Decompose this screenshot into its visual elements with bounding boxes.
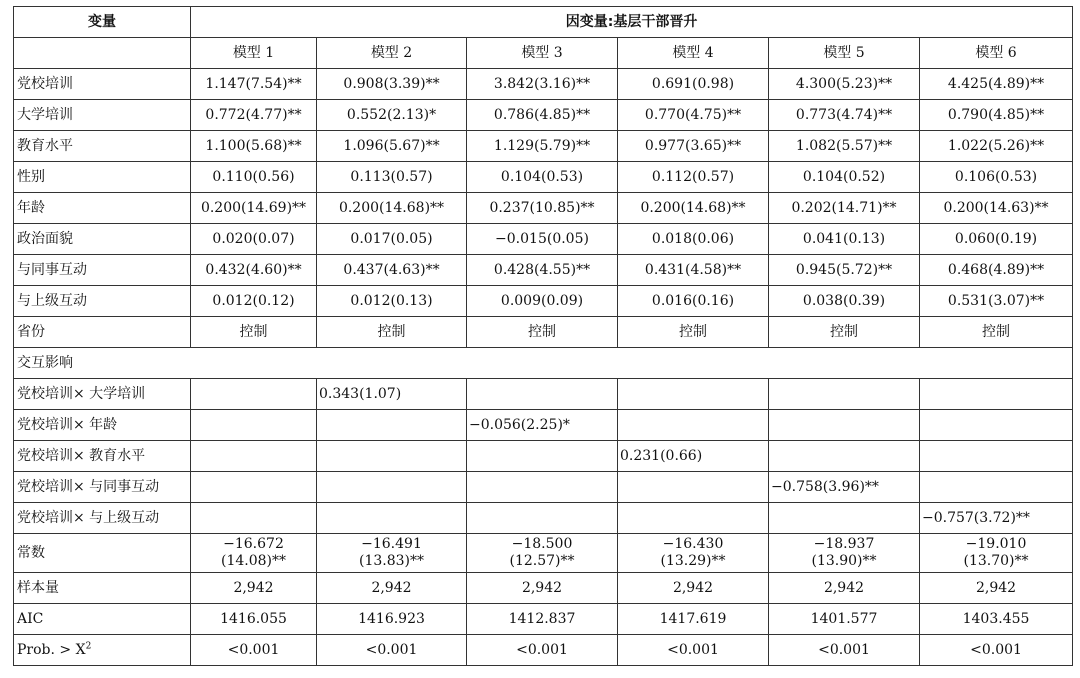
table-cell: 0.060(0.19) (920, 224, 1073, 255)
empty-cell (618, 472, 769, 503)
row-label: 教育水平 (14, 131, 191, 162)
row-label: 党校培训× 教育水平 (14, 441, 191, 472)
statistics-rows (14, 573, 1073, 635)
empty-cell (191, 379, 317, 410)
empty-cell (618, 503, 769, 534)
empty-cell (191, 441, 317, 472)
table-cell: 0.552(2.13)* (317, 100, 467, 131)
prob-row (14, 635, 1073, 666)
empty-cell (317, 503, 467, 534)
table-cell: 4.425(4.89)** (920, 69, 1073, 100)
empty-cell (769, 379, 920, 410)
table-cell: 0.908(3.39)** (317, 69, 467, 100)
table-cell: 控制 (618, 317, 769, 348)
table-cell: 1.096(5.67)** (317, 131, 467, 162)
table-cell: 0.231(0.66) (618, 441, 769, 472)
empty-cell (317, 472, 467, 503)
table-cell: −0.015(0.05) (467, 224, 618, 255)
table-cell: 0.772(4.77)** (191, 100, 317, 131)
dependent-variable-header: 因变量:基层干部晋升 (191, 7, 1073, 38)
row-label: 党校培训× 与上级互动 (14, 503, 191, 534)
table-cell: −0.757(3.72)** (920, 503, 1073, 534)
table-row (14, 255, 1073, 286)
table-cell: <0.001 (317, 635, 467, 666)
interaction-rows (14, 379, 1073, 534)
table-cell: 0.016(0.16) (618, 286, 769, 317)
model-header: 模型 5 (769, 38, 920, 69)
table-cell: 0.237(10.85)** (467, 193, 618, 224)
row-label: 大学培训 (14, 100, 191, 131)
empty-cell (191, 472, 317, 503)
variable-header: 变量 (14, 7, 191, 38)
regression-table (13, 6, 1073, 666)
table-cell: 0.113(0.57) (317, 162, 467, 193)
table-cell: 2,942 (191, 573, 317, 604)
table-row (14, 573, 1073, 604)
constant-cell: −19.010 (13.70)** (920, 534, 1073, 573)
table-cell: 0.110(0.56) (191, 162, 317, 193)
table-row (14, 286, 1073, 317)
interaction-section-row (14, 348, 1073, 379)
row-label: 党校培训× 大学培训 (14, 379, 191, 410)
empty-cell (191, 503, 317, 534)
interaction-row (14, 441, 1073, 472)
table-row (14, 224, 1073, 255)
table-cell: 0.104(0.52) (769, 162, 920, 193)
table-cell: 控制 (769, 317, 920, 348)
model-header: 模型 1 (191, 38, 317, 69)
empty-cell (920, 441, 1073, 472)
table-row (14, 193, 1073, 224)
table-cell: 0.343(1.07) (317, 379, 467, 410)
table-cell: 1.147(7.54)** (191, 69, 317, 100)
row-label: AIC (14, 604, 191, 635)
table-cell: 0.977(3.65)** (618, 131, 769, 162)
table-cell: 0.012(0.13) (317, 286, 467, 317)
empty-cell (467, 503, 618, 534)
table-cell: 1.129(5.79)** (467, 131, 618, 162)
interaction-row (14, 503, 1073, 534)
empty-cell (317, 441, 467, 472)
table-cell: 1416.923 (317, 604, 467, 635)
table-cell: −0.056(2.25)* (467, 410, 618, 441)
empty-cell (191, 410, 317, 441)
table-cell: 1.082(5.57)** (769, 131, 920, 162)
table-cell: 3.842(3.16)** (467, 69, 618, 100)
table-cell: 0.012(0.12) (191, 286, 317, 317)
empty-cell (467, 441, 618, 472)
empty-cell (618, 379, 769, 410)
model-header-row (14, 38, 1073, 69)
empty-cell (769, 410, 920, 441)
constant-cell: −16.672 (14.08)** (191, 534, 317, 573)
table-cell: 1417.619 (618, 604, 769, 635)
table-cell: 0.945(5.72)** (769, 255, 920, 286)
row-label: 政治面貌 (14, 224, 191, 255)
table-cell: 0.041(0.13) (769, 224, 920, 255)
table-cell: 0.200(14.68)** (317, 193, 467, 224)
row-label: 党校培训× 与同事互动 (14, 472, 191, 503)
interaction-row (14, 379, 1073, 410)
coefficient-rows (14, 69, 1073, 348)
empty-cell (317, 410, 467, 441)
table-cell: 0.200(14.68)** (618, 193, 769, 224)
table-cell: 控制 (191, 317, 317, 348)
table-cell: 1412.837 (467, 604, 618, 635)
constant-cell: −16.491 (13.83)** (317, 534, 467, 573)
model-header: 模型 6 (920, 38, 1073, 69)
constant-cell: −18.500 (12.57)** (467, 534, 618, 573)
row-label: 年龄 (14, 193, 191, 224)
model-header: 模型 4 (618, 38, 769, 69)
empty-cell (920, 379, 1073, 410)
table-cell: 0.104(0.53) (467, 162, 618, 193)
row-label: 样本量 (14, 573, 191, 604)
table-cell: 2,942 (920, 573, 1073, 604)
table-cell: 0.020(0.07) (191, 224, 317, 255)
table-cell: 0.790(4.85)** (920, 100, 1073, 131)
table-row (14, 69, 1073, 100)
table-cell: 2,942 (317, 573, 467, 604)
table-cell: 0.009(0.09) (467, 286, 618, 317)
table-cell: 2,942 (618, 573, 769, 604)
table-cell: 1403.455 (920, 604, 1073, 635)
table-cell: <0.001 (920, 635, 1073, 666)
table-cell: 0.691(0.98) (618, 69, 769, 100)
row-label: 党校培训 (14, 69, 191, 100)
table-row (14, 317, 1073, 348)
table-cell: 控制 (317, 317, 467, 348)
empty-cell (920, 472, 1073, 503)
table-cell: 1416.055 (191, 604, 317, 635)
empty-cell (769, 503, 920, 534)
table-cell: 2,942 (467, 573, 618, 604)
table-cell: 控制 (920, 317, 1073, 348)
empty-cell (467, 472, 618, 503)
table-cell: 0.202(14.71)** (769, 193, 920, 224)
row-label: Prob. > $X^2$ (14, 635, 191, 666)
table-cell: 4.300(5.23)** (769, 69, 920, 100)
table-cell: 1.100(5.68)** (191, 131, 317, 162)
table-cell: 0.017(0.05) (317, 224, 467, 255)
table-row (14, 100, 1073, 131)
empty-cell (769, 441, 920, 472)
header-row (14, 7, 1073, 38)
table-cell: 0.106(0.53) (920, 162, 1073, 193)
constant-cell: −16.430 (13.29)** (618, 534, 769, 573)
table-cell: 0.770(4.75)** (618, 100, 769, 131)
table-cell: 0.200(14.63)** (920, 193, 1073, 224)
model-header: 模型 2 (317, 38, 467, 69)
table-cell: 0.786(4.85)** (467, 100, 618, 131)
constant-cell: −18.937 (13.90)** (769, 534, 920, 573)
empty-cell (920, 410, 1073, 441)
constant-row (14, 534, 1073, 573)
row-label: 常数 (14, 534, 191, 573)
table-cell: 0.431(4.58)** (618, 255, 769, 286)
table-cell: 控制 (467, 317, 618, 348)
empty-cell (467, 379, 618, 410)
row-label: 与上级互动 (14, 286, 191, 317)
table-cell: <0.001 (191, 635, 317, 666)
table-cell: 1401.577 (769, 604, 920, 635)
table-row (14, 604, 1073, 635)
table-cell: 0.432(4.60)** (191, 255, 317, 286)
row-label: 党校培训× 年龄 (14, 410, 191, 441)
table-cell: 0.468(4.89)** (920, 255, 1073, 286)
row-label: 性别 (14, 162, 191, 193)
table-cell: 0.531(3.07)** (920, 286, 1073, 317)
table-cell: <0.001 (769, 635, 920, 666)
empty-cell (14, 38, 191, 69)
model-header: 模型 3 (467, 38, 618, 69)
table-cell: 0.112(0.57) (618, 162, 769, 193)
table-cell: 0.038(0.39) (769, 286, 920, 317)
table-cell: 0.773(4.74)** (769, 100, 920, 131)
table-cell: 0.437(4.63)** (317, 255, 467, 286)
table-cell: −0.758(3.96)** (769, 472, 920, 503)
table-cell: 0.200(14.69)** (191, 193, 317, 224)
table-cell: 0.428(4.55)** (467, 255, 618, 286)
table-cell: 2,942 (769, 573, 920, 604)
interaction-row (14, 410, 1073, 441)
table-row (14, 162, 1073, 193)
table-cell: 1.022(5.26)** (920, 131, 1073, 162)
empty-cell (618, 410, 769, 441)
table-row (14, 131, 1073, 162)
row-label: 省份 (14, 317, 191, 348)
interaction-section-label: 交互影响 (14, 348, 191, 379)
table-cell: 0.018(0.06) (618, 224, 769, 255)
row-label: 与同事互动 (14, 255, 191, 286)
table-cell: <0.001 (618, 635, 769, 666)
interaction-row (14, 472, 1073, 503)
table-cell: <0.001 (467, 635, 618, 666)
